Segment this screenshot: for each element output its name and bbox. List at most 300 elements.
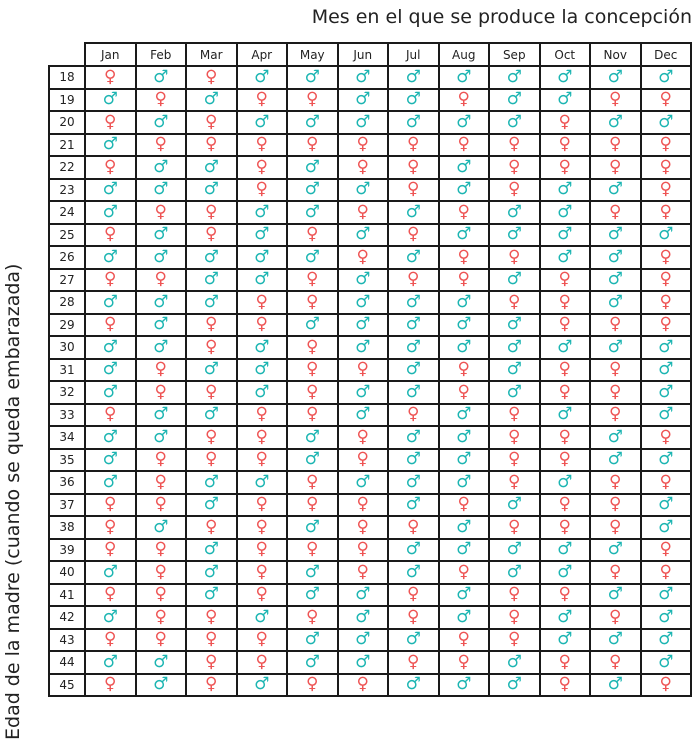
female-icon: ♀ (136, 269, 187, 292)
female-icon: ♀ (136, 359, 187, 382)
male-icon: ♂ (590, 111, 641, 134)
table-row-age-24 (49, 201, 691, 224)
female-icon: ♀ (439, 629, 490, 652)
male-icon: ♂ (136, 156, 187, 179)
table-row-age-28 (49, 291, 691, 314)
female-icon: ♀ (186, 674, 237, 697)
female-icon: ♀ (186, 629, 237, 652)
male-icon: ♂ (338, 111, 389, 134)
male-icon: ♂ (590, 426, 641, 449)
female-icon: ♀ (489, 179, 540, 202)
female-icon: ♀ (338, 516, 389, 539)
female-icon: ♀ (540, 651, 591, 674)
female-icon: ♀ (85, 494, 136, 517)
male-icon: ♂ (388, 471, 439, 494)
month-header-dec: Dec (641, 43, 692, 66)
male-icon: ♂ (186, 494, 237, 517)
male-icon: ♂ (439, 291, 490, 314)
female-icon: ♀ (489, 134, 540, 157)
male-icon: ♂ (641, 651, 692, 674)
female-icon: ♀ (338, 156, 389, 179)
male-icon: ♂ (338, 224, 389, 247)
male-icon: ♂ (186, 404, 237, 427)
male-icon: ♂ (186, 156, 237, 179)
table-row-age-34 (49, 426, 691, 449)
male-icon: ♂ (489, 201, 540, 224)
male-icon: ♂ (590, 629, 641, 652)
male-icon: ♂ (489, 111, 540, 134)
male-icon: ♂ (186, 179, 237, 202)
male-icon: ♂ (489, 674, 540, 697)
age-label: 27 (49, 269, 85, 292)
male-icon: ♂ (439, 156, 490, 179)
female-icon: ♀ (540, 314, 591, 337)
female-icon: ♀ (237, 494, 288, 517)
female-icon: ♀ (338, 246, 389, 269)
table-row-age-32 (49, 381, 691, 404)
age-label: 36 (49, 471, 85, 494)
male-icon: ♂ (388, 449, 439, 472)
table-row-age-25 (49, 224, 691, 247)
male-icon: ♂ (85, 134, 136, 157)
male-icon: ♂ (186, 269, 237, 292)
female-icon: ♀ (489, 471, 540, 494)
male-icon: ♂ (186, 359, 237, 382)
male-icon: ♂ (136, 426, 187, 449)
month-header-apr: Apr (237, 43, 288, 66)
month-header-jul: Jul (388, 43, 439, 66)
table-row-age-33 (49, 404, 691, 427)
male-icon: ♂ (641, 404, 692, 427)
month-header-aug: Aug (439, 43, 490, 66)
male-icon: ♂ (287, 246, 338, 269)
age-label: 20 (49, 111, 85, 134)
male-icon: ♂ (338, 336, 389, 359)
female-icon: ♀ (641, 561, 692, 584)
female-icon: ♀ (287, 471, 338, 494)
female-icon: ♀ (590, 134, 641, 157)
female-icon: ♀ (85, 156, 136, 179)
male-icon: ♂ (338, 606, 389, 629)
female-icon: ♀ (641, 674, 692, 697)
male-icon: ♂ (590, 291, 641, 314)
age-label: 39 (49, 539, 85, 562)
female-icon: ♀ (388, 651, 439, 674)
female-icon: ♀ (287, 336, 338, 359)
age-label: 25 (49, 224, 85, 247)
female-icon: ♀ (388, 584, 439, 607)
female-icon: ♀ (85, 584, 136, 607)
age-label: 40 (49, 561, 85, 584)
female-icon: ♀ (186, 606, 237, 629)
female-icon: ♀ (590, 381, 641, 404)
male-icon: ♂ (388, 381, 439, 404)
male-icon: ♂ (641, 584, 692, 607)
female-icon: ♀ (85, 516, 136, 539)
age-label: 22 (49, 156, 85, 179)
female-icon: ♀ (237, 539, 288, 562)
table-row-age-41 (49, 584, 691, 607)
female-icon: ♀ (338, 426, 389, 449)
male-icon: ♂ (388, 561, 439, 584)
male-icon: ♂ (540, 606, 591, 629)
male-icon: ♂ (388, 314, 439, 337)
female-icon: ♀ (590, 471, 641, 494)
male-icon: ♂ (641, 224, 692, 247)
male-icon: ♂ (641, 336, 692, 359)
age-label: 41 (49, 584, 85, 607)
male-icon: ♂ (439, 179, 490, 202)
female-icon: ♀ (590, 359, 641, 382)
male-icon: ♂ (641, 66, 692, 89)
male-icon: ♂ (489, 89, 540, 112)
month-header-mar: Mar (186, 43, 237, 66)
female-icon: ♀ (287, 269, 338, 292)
table-row-age-37 (49, 494, 691, 517)
male-icon: ♂ (590, 246, 641, 269)
male-icon: ♂ (489, 539, 540, 562)
female-icon: ♀ (489, 156, 540, 179)
male-icon: ♂ (641, 111, 692, 134)
male-icon: ♂ (136, 179, 187, 202)
male-icon: ♂ (590, 269, 641, 292)
chart-table (48, 42, 692, 697)
male-icon: ♂ (489, 336, 540, 359)
month-header-row (49, 43, 691, 66)
female-icon: ♀ (590, 314, 641, 337)
male-icon: ♂ (136, 336, 187, 359)
age-label: 35 (49, 449, 85, 472)
male-icon: ♂ (590, 336, 641, 359)
female-icon: ♀ (338, 201, 389, 224)
male-icon: ♂ (338, 471, 389, 494)
female-icon: ♀ (590, 606, 641, 629)
male-icon: ♂ (287, 561, 338, 584)
male-icon: ♂ (287, 449, 338, 472)
female-icon: ♀ (237, 314, 288, 337)
table-row-age-44 (49, 651, 691, 674)
male-icon: ♂ (287, 426, 338, 449)
female-icon: ♀ (186, 336, 237, 359)
female-icon: ♀ (540, 674, 591, 697)
female-icon: ♀ (85, 629, 136, 652)
male-icon: ♂ (338, 291, 389, 314)
female-icon: ♀ (641, 156, 692, 179)
table-row-age-22 (49, 156, 691, 179)
female-icon: ♀ (439, 494, 490, 517)
male-icon: ♂ (439, 426, 490, 449)
female-icon: ♀ (439, 201, 490, 224)
male-icon: ♂ (338, 314, 389, 337)
female-icon: ♀ (237, 291, 288, 314)
male-icon: ♂ (439, 606, 490, 629)
female-icon: ♀ (388, 224, 439, 247)
table-row-age-27 (49, 269, 691, 292)
male-icon: ♂ (85, 426, 136, 449)
female-icon: ♀ (338, 494, 389, 517)
female-icon: ♀ (439, 246, 490, 269)
female-icon: ♀ (641, 269, 692, 292)
female-icon: ♀ (136, 471, 187, 494)
table-row-age-36 (49, 471, 691, 494)
female-icon: ♀ (388, 404, 439, 427)
female-icon: ♀ (186, 449, 237, 472)
female-icon: ♀ (590, 516, 641, 539)
female-icon: ♀ (237, 561, 288, 584)
male-icon: ♂ (641, 516, 692, 539)
table-row-age-38 (49, 516, 691, 539)
female-icon: ♀ (489, 629, 540, 652)
male-icon: ♂ (85, 561, 136, 584)
male-icon: ♂ (540, 336, 591, 359)
male-icon: ♂ (237, 606, 288, 629)
age-label: 24 (49, 201, 85, 224)
female-icon: ♀ (287, 674, 338, 697)
female-icon: ♀ (338, 134, 389, 157)
male-icon: ♂ (237, 201, 288, 224)
female-icon: ♀ (237, 134, 288, 157)
female-icon: ♀ (489, 291, 540, 314)
male-icon: ♂ (85, 291, 136, 314)
female-icon: ♀ (186, 651, 237, 674)
male-icon: ♂ (85, 471, 136, 494)
male-icon: ♂ (388, 201, 439, 224)
male-icon: ♂ (136, 516, 187, 539)
table-row-age-30 (49, 336, 691, 359)
table-row-age-26 (49, 246, 691, 269)
male-icon: ♂ (186, 471, 237, 494)
female-icon: ♀ (237, 179, 288, 202)
male-icon: ♂ (85, 381, 136, 404)
female-icon: ♀ (338, 674, 389, 697)
male-icon: ♂ (540, 201, 591, 224)
female-icon: ♀ (136, 629, 187, 652)
male-icon: ♂ (186, 584, 237, 607)
female-icon: ♀ (540, 494, 591, 517)
female-icon: ♀ (85, 224, 136, 247)
female-icon: ♀ (186, 66, 237, 89)
male-icon: ♂ (489, 269, 540, 292)
female-icon: ♀ (338, 561, 389, 584)
female-icon: ♀ (388, 156, 439, 179)
female-icon: ♀ (590, 651, 641, 674)
male-icon: ♂ (85, 179, 136, 202)
female-icon: ♀ (237, 156, 288, 179)
female-icon: ♀ (489, 449, 540, 472)
male-icon: ♂ (641, 449, 692, 472)
female-icon: ♀ (186, 201, 237, 224)
female-icon: ♀ (489, 516, 540, 539)
male-icon: ♂ (186, 539, 237, 562)
male-icon: ♂ (287, 111, 338, 134)
table-row-age-23 (49, 179, 691, 202)
male-icon: ♂ (338, 381, 389, 404)
age-label: 34 (49, 426, 85, 449)
male-icon: ♂ (489, 651, 540, 674)
male-icon: ♂ (439, 66, 490, 89)
female-icon: ♀ (641, 246, 692, 269)
male-icon: ♂ (439, 449, 490, 472)
female-icon: ♀ (641, 426, 692, 449)
y-axis-label: Edad de la madre (cuando se queda embarazada) (2, 263, 24, 740)
female-icon: ♀ (489, 426, 540, 449)
female-icon: ♀ (388, 606, 439, 629)
male-icon: ♂ (540, 179, 591, 202)
female-icon: ♀ (641, 314, 692, 337)
female-icon: ♀ (237, 516, 288, 539)
male-icon: ♂ (388, 359, 439, 382)
month-header-jun: Jun (338, 43, 389, 66)
male-icon: ♂ (338, 629, 389, 652)
male-icon: ♂ (85, 246, 136, 269)
male-icon: ♂ (590, 449, 641, 472)
female-icon: ♀ (590, 404, 641, 427)
female-icon: ♀ (540, 516, 591, 539)
female-icon: ♀ (85, 539, 136, 562)
male-icon: ♂ (641, 629, 692, 652)
female-icon: ♀ (540, 269, 591, 292)
male-icon: ♂ (85, 359, 136, 382)
female-icon: ♀ (590, 89, 641, 112)
male-icon: ♂ (540, 89, 591, 112)
male-icon: ♂ (590, 584, 641, 607)
female-icon: ♀ (85, 674, 136, 697)
age-label: 30 (49, 336, 85, 359)
female-icon: ♀ (540, 291, 591, 314)
female-icon: ♀ (136, 449, 187, 472)
female-icon: ♀ (186, 111, 237, 134)
male-icon: ♂ (388, 426, 439, 449)
female-icon: ♀ (590, 201, 641, 224)
male-icon: ♂ (237, 66, 288, 89)
male-icon: ♂ (388, 246, 439, 269)
female-icon: ♀ (287, 404, 338, 427)
table-body (49, 66, 691, 696)
male-icon: ♂ (136, 66, 187, 89)
male-icon: ♂ (338, 584, 389, 607)
male-icon: ♂ (590, 224, 641, 247)
male-icon: ♂ (540, 224, 591, 247)
table-row-age-21 (49, 134, 691, 157)
male-icon: ♂ (439, 336, 490, 359)
male-icon: ♂ (590, 674, 641, 697)
female-icon: ♀ (237, 89, 288, 112)
age-label: 18 (49, 66, 85, 89)
female-icon: ♀ (439, 134, 490, 157)
male-icon: ♂ (641, 381, 692, 404)
female-icon: ♀ (439, 359, 490, 382)
age-label: 21 (49, 134, 85, 157)
male-icon: ♂ (287, 651, 338, 674)
age-label: 19 (49, 89, 85, 112)
age-label: 26 (49, 246, 85, 269)
male-icon: ♂ (186, 246, 237, 269)
male-icon: ♂ (85, 89, 136, 112)
female-icon: ♀ (237, 629, 288, 652)
chart-title: Mes en el que se produce la concepción (311, 6, 692, 28)
male-icon: ♂ (489, 66, 540, 89)
male-icon: ♂ (388, 494, 439, 517)
male-icon: ♂ (388, 629, 439, 652)
female-icon: ♀ (489, 584, 540, 607)
female-icon: ♀ (540, 134, 591, 157)
month-header-oct: Oct (540, 43, 591, 66)
female-icon: ♀ (641, 89, 692, 112)
male-icon: ♂ (237, 674, 288, 697)
female-icon: ♀ (237, 449, 288, 472)
male-icon: ♂ (540, 629, 591, 652)
female-icon: ♀ (136, 201, 187, 224)
age-label: 29 (49, 314, 85, 337)
female-icon: ♀ (287, 606, 338, 629)
male-icon: ♂ (388, 66, 439, 89)
male-icon: ♂ (540, 471, 591, 494)
female-icon: ♀ (186, 426, 237, 449)
female-icon: ♀ (439, 381, 490, 404)
female-icon: ♀ (85, 314, 136, 337)
month-header-jan: Jan (85, 43, 136, 66)
female-icon: ♀ (540, 426, 591, 449)
age-label: 33 (49, 404, 85, 427)
male-icon: ♂ (136, 314, 187, 337)
female-icon: ♀ (641, 201, 692, 224)
age-label: 44 (49, 651, 85, 674)
male-icon: ♂ (540, 539, 591, 562)
female-icon: ♀ (136, 89, 187, 112)
male-icon: ♂ (489, 381, 540, 404)
male-icon: ♂ (287, 516, 338, 539)
female-icon: ♀ (641, 471, 692, 494)
male-icon: ♂ (186, 291, 237, 314)
male-icon: ♂ (237, 111, 288, 134)
male-icon: ♂ (136, 246, 187, 269)
male-icon: ♂ (237, 381, 288, 404)
female-icon: ♀ (287, 494, 338, 517)
male-icon: ♂ (388, 89, 439, 112)
male-icon: ♂ (388, 336, 439, 359)
male-icon: ♂ (540, 246, 591, 269)
female-icon: ♀ (388, 179, 439, 202)
male-icon: ♂ (287, 156, 338, 179)
age-label: 42 (49, 606, 85, 629)
female-icon: ♀ (136, 381, 187, 404)
female-icon: ♀ (237, 404, 288, 427)
male-icon: ♂ (338, 651, 389, 674)
age-label: 38 (49, 516, 85, 539)
male-icon: ♂ (136, 404, 187, 427)
male-icon: ♂ (85, 606, 136, 629)
male-icon: ♂ (237, 471, 288, 494)
male-icon: ♂ (85, 449, 136, 472)
female-icon: ♀ (287, 291, 338, 314)
male-icon: ♂ (338, 66, 389, 89)
male-icon: ♂ (489, 359, 540, 382)
male-icon: ♂ (590, 179, 641, 202)
age-label: 31 (49, 359, 85, 382)
table-row-age-20 (49, 111, 691, 134)
female-icon: ♀ (85, 111, 136, 134)
table-row-age-29 (49, 314, 691, 337)
female-icon: ♀ (590, 494, 641, 517)
male-icon: ♂ (439, 224, 490, 247)
female-icon: ♀ (186, 134, 237, 157)
female-icon: ♀ (136, 539, 187, 562)
female-icon: ♀ (439, 651, 490, 674)
table-row-age-43 (49, 629, 691, 652)
female-icon: ♀ (287, 224, 338, 247)
male-icon: ♂ (489, 561, 540, 584)
male-icon: ♂ (237, 224, 288, 247)
